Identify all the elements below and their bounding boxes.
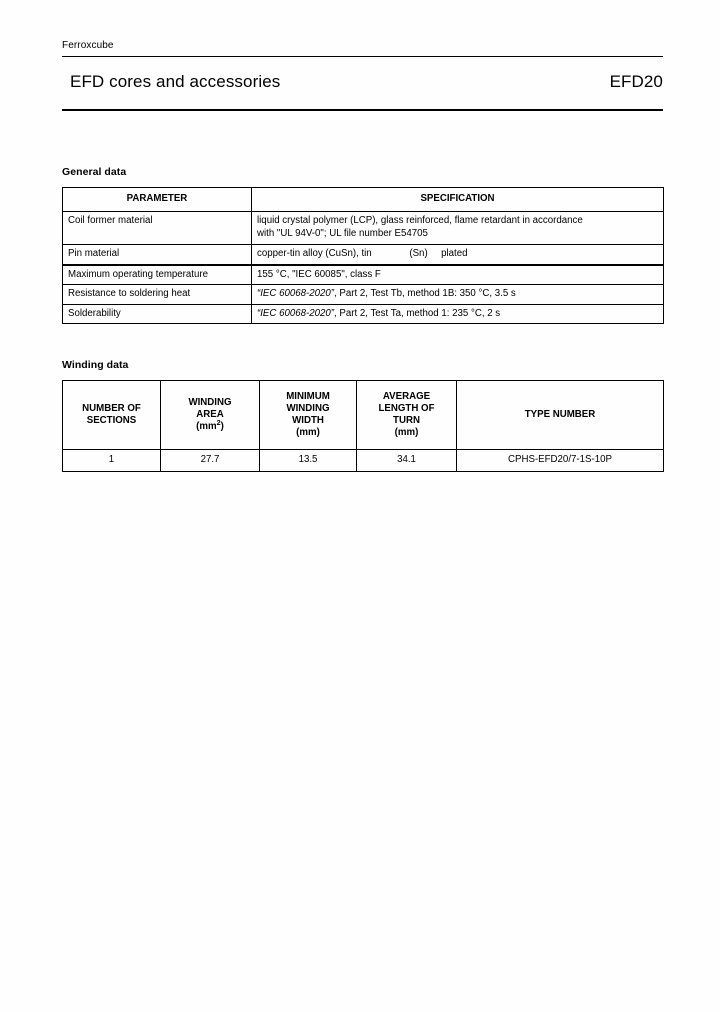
column-header-number-of-sections <box>63 381 161 450</box>
header-line: AVERAGE <box>382 391 431 402</box>
cell-winding-area: 27.7 <box>161 450 260 472</box>
cell-specification: copper-tin alloy (CuSn), tin (Sn) plated <box>252 245 664 265</box>
header-line: SECTIONS <box>86 415 137 426</box>
header-line: WINDING <box>188 397 232 408</box>
header-line-units <box>163 417 257 433</box>
cell-specification <box>252 304 664 324</box>
unit-text: (mm <box>196 421 217 432</box>
cell-specification: 155 °C, "IEC 60085", class F <box>252 265 664 285</box>
cell-number-of-sections: 1 <box>63 450 161 472</box>
cell-parameter: Solderability <box>63 304 252 324</box>
column-header-minimum-winding-width <box>260 381 357 450</box>
header-line: TURN <box>393 415 420 426</box>
cell-parameter: Pin material <box>63 245 252 265</box>
header-line: WIDTH <box>292 415 324 426</box>
table-header-row <box>63 381 664 450</box>
column-header-parameter: PARAMETER <box>63 188 252 212</box>
cell-parameter: Maximum operating temperature <box>63 265 252 285</box>
cell-parameter: Coil former material <box>63 212 252 245</box>
table-row <box>63 285 664 305</box>
winding-data-section <box>62 359 663 472</box>
header-line: NUMBER OF <box>82 403 141 414</box>
winding-data-table <box>62 380 664 472</box>
unit-exponent: 2 <box>216 417 221 427</box>
header-line: MINIMUM <box>286 391 330 402</box>
spec-line: liquid crystal polymer (LCP), glass reinforced, flame retardant in accordance <box>257 215 583 226</box>
spec-text: , Part 2, Test Tb, method 1B: 350 °C, 3.5 s <box>334 288 516 299</box>
table-row <box>63 304 664 324</box>
cell-type-number: CPHS-EFD20/7-1S-10P <box>457 450 664 472</box>
column-header-winding-area <box>161 381 260 450</box>
part-code: EFD20 <box>609 72 663 91</box>
spec-line: with "UL 94V-0"; UL file number E54705 <box>257 227 428 239</box>
header-line-units: (mm) <box>394 427 419 438</box>
table-row <box>63 265 664 285</box>
general-data-section <box>62 166 663 324</box>
general-data-heading: General data <box>62 166 127 178</box>
table-row <box>63 245 664 265</box>
general-data-table <box>62 187 664 324</box>
standard-reference: “IEC 60068-2020” <box>257 307 335 319</box>
standard-reference: “IEC 60068-2020” <box>257 288 335 299</box>
header-bottom-rule <box>62 109 663 111</box>
column-header-specification: SPECIFICATION <box>252 188 664 212</box>
winding-data-heading: Winding data <box>62 359 129 371</box>
header-line: TYPE NUMBER <box>524 409 596 420</box>
title-bar <box>62 57 663 109</box>
table-row <box>63 450 664 472</box>
cell-minimum-winding-width: 13.5 <box>260 450 357 472</box>
header-line: LENGTH OF <box>378 403 435 414</box>
page-title: EFD cores and accessories <box>70 72 281 91</box>
cell-average-length-of-turn: 34.1 <box>357 450 457 472</box>
table-header-row <box>63 188 664 212</box>
header-line: WINDING <box>286 403 330 414</box>
cell-specification <box>252 285 664 305</box>
cell-parameter: Resistance to soldering heat <box>63 285 252 305</box>
page-header <box>62 40 663 111</box>
cell-specification <box>252 212 664 245</box>
table-row <box>63 212 664 245</box>
column-header-average-length-of-turn <box>357 381 457 450</box>
header-line-units: (mm) <box>296 427 320 438</box>
unit-close: ) <box>220 421 224 432</box>
header-line: AREA <box>196 409 224 420</box>
spec-text: , Part 2, Test Ta, method 1: 235 °C, 2 s <box>334 307 501 319</box>
brand-name: Ferroxcube <box>62 40 114 51</box>
column-header-type-number <box>457 381 664 450</box>
